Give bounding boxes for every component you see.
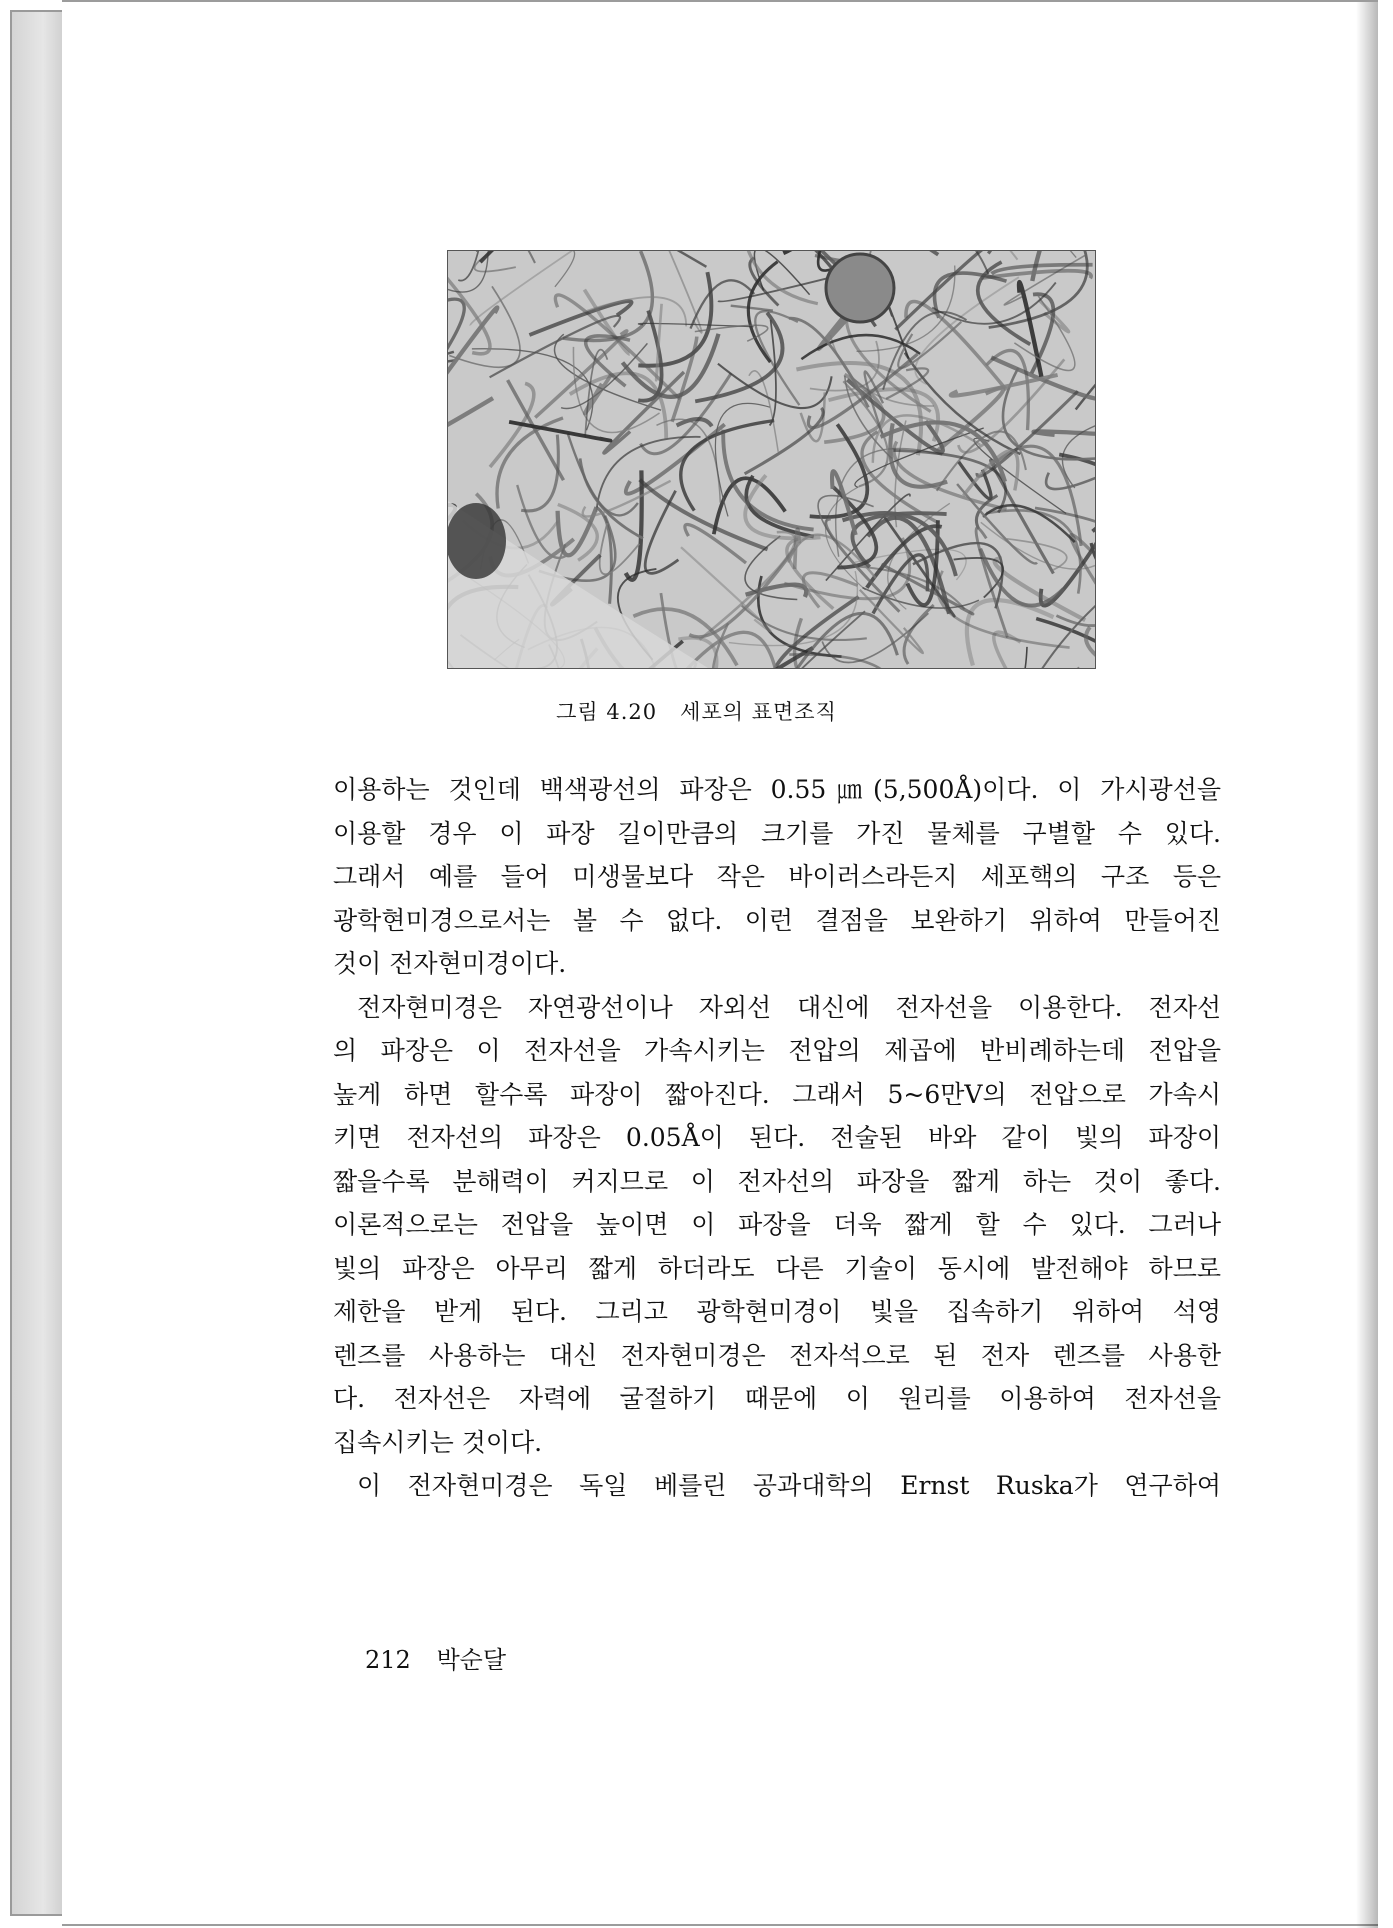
text-line: 이용하는 것인데 백색광선의 파장은 0.55㎛(5,500Å)이다. 이 가시광선을: [333, 775, 1221, 804]
author-name: 박순달: [436, 1646, 507, 1674]
figure-title: 세포의 표면조직: [680, 700, 837, 724]
micrograph-image: [448, 251, 1095, 668]
text-line: 것이 전자현미경이다.: [333, 949, 567, 978]
figure-cell-surface-micrograph: [447, 250, 1096, 669]
page-edge-shadow: [1356, 2, 1378, 1928]
text-line: 전자현미경은 자연광선이나 자외선 대신에 전자선을 이용한다. 전자선: [357, 992, 1221, 1022]
body-text: [333, 768, 1221, 1508]
text-line: 광학현미경으로서는 볼 수 없다. 이런 결점을 보완하기 위하여 만들어진: [333, 905, 1221, 935]
page-footer: [365, 1640, 524, 1675]
text-line: 이용할 경우 이 파장 길이만큼의 크기를 가진 물체를 구별할 수 있다.: [333, 818, 1221, 848]
figure-caption: [0, 696, 1393, 726]
text-line: 의 파장은 이 전자선을 가속시키는 전압의 제곱에 반비례하는데 전압을: [333, 1036, 1221, 1065]
text-line: 그래서 예를 들어 미생물보다 작은 바이러스라든지 세포핵의 구조 등은: [333, 862, 1221, 891]
book-spine-edge: [10, 10, 66, 1916]
text-line: 이론적으로는 전압을 높이면 이 파장을 더욱 짧게 할 수 있다. 그러나: [333, 1210, 1221, 1239]
text-line: 이 전자현미경은 독일 베를린 공과대학의 Ernst Ruska가 연구하여: [357, 1471, 1221, 1500]
text-line: 빛의 파장은 아무리 짧게 하더라도 다른 기술이 동시에 발전해야 하므로: [333, 1253, 1221, 1283]
text-line: 키면 전자선의 파장은 0.05Å이 된다. 전술된 바와 같이 빛의 파장이: [333, 1123, 1221, 1152]
page-number: 212: [365, 1646, 411, 1674]
text-line: 다. 전자선은 자력에 굴절하기 때문에 이 원리를 이용하여 전자선을: [333, 1384, 1221, 1413]
text-line: 집속시키는 것이다.: [333, 1427, 543, 1457]
figure-label: 그림 4.20: [556, 700, 658, 724]
text-line: 짧을수록 분해력이 커지므로 이 전자선의 파장을 짧게 하는 것이 좋다.: [333, 1166, 1221, 1196]
text-line: 높게 하면 할수록 파장이 짧아진다. 그래서 5~6만V의 전압으로 가속시: [333, 1079, 1221, 1109]
text-line: 제한을 받게 된다. 그리고 광학현미경이 빛을 집속하기 위하여 석영: [333, 1297, 1221, 1326]
text-line: 렌즈를 사용하는 대신 전자현미경은 전자석으로 된 전자 렌즈를 사용한: [333, 1340, 1221, 1370]
